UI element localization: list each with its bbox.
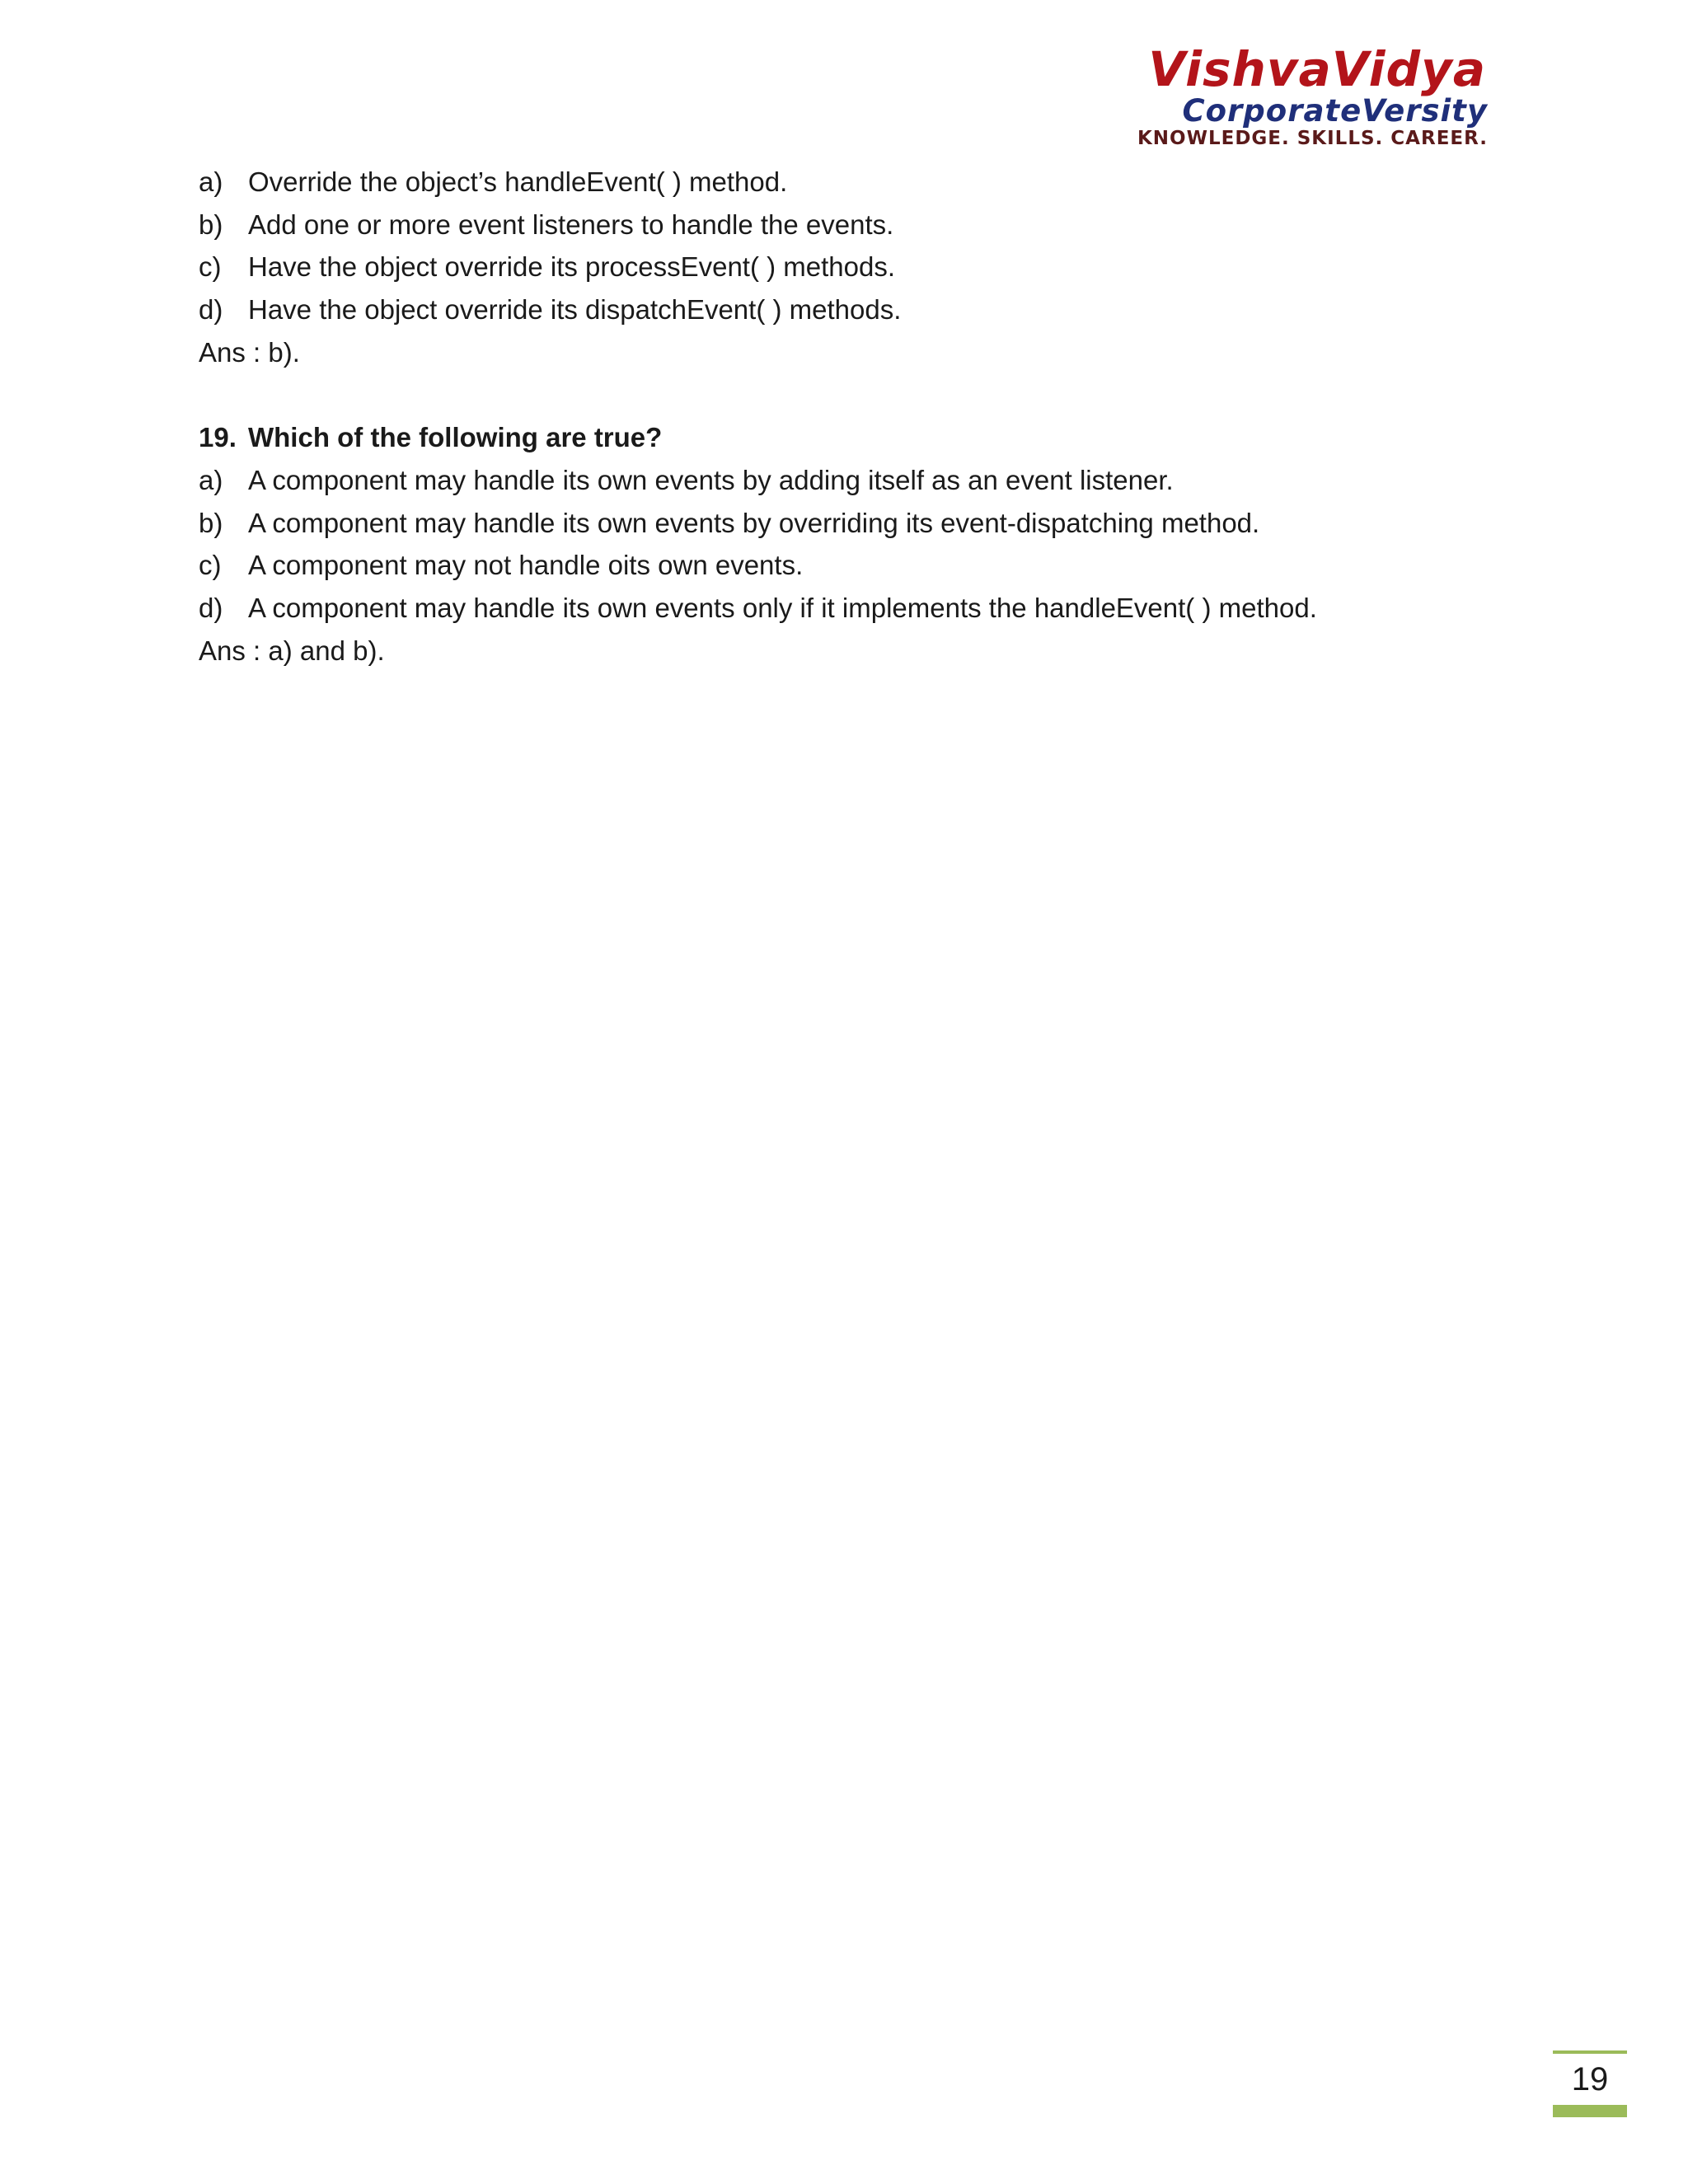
option-marker: d) xyxy=(199,294,223,326)
option-text: Add one or more event listeners to handle the events. xyxy=(248,209,894,240)
option-text: Override the object’s handleEvent( ) method. xyxy=(248,166,788,197)
option-c xyxy=(199,246,1484,288)
answer-line: Ans : a) and b). xyxy=(199,635,385,666)
question-number: 19. xyxy=(199,422,237,453)
option-text: A component may handle its own events only if it implements the handleEvent( ) method. xyxy=(248,592,1317,623)
option-marker: a) xyxy=(199,166,223,197)
option-marker: d) xyxy=(199,592,223,623)
option-marker: c) xyxy=(199,251,222,283)
option-text: Have the object override its processEvent( ) methods. xyxy=(248,251,896,283)
company-logo xyxy=(1100,43,1488,154)
footer-bar xyxy=(1553,2105,1627,2117)
spacer xyxy=(199,373,1484,416)
logo-tagline: KNOWLEDGE. SKILLS. CAREER. xyxy=(1137,128,1488,149)
option-d xyxy=(199,587,1484,630)
option-text: A component may not handle oits own events. xyxy=(248,550,804,581)
option-marker: b) xyxy=(199,209,223,240)
option-text: A component may handle its own events by overriding its event-dispatching method. xyxy=(248,507,1260,538)
question-text: Which of the following are true? xyxy=(248,422,663,453)
option-d xyxy=(199,288,1484,331)
option-marker: a) xyxy=(199,464,223,495)
option-text: A component may handle its own events by adding itself as an event listener. xyxy=(248,464,1174,495)
option-b xyxy=(199,204,1484,246)
logo-subtitle: CorporateVersity xyxy=(1182,93,1488,129)
option-c xyxy=(199,544,1484,587)
page-number-footer xyxy=(1553,2050,1627,2116)
footer-rule xyxy=(1553,2050,1627,2054)
answer-line: Ans : b). xyxy=(199,336,300,368)
option-text: Have the object override its dispatchEvent( ) methods. xyxy=(248,294,902,326)
page-content xyxy=(199,161,1484,672)
option-a xyxy=(199,161,1484,204)
page-number: 19 xyxy=(1571,2061,1609,2097)
question-heading xyxy=(199,416,1484,459)
option-marker: b) xyxy=(199,507,223,538)
logo-title: VishvaVidya xyxy=(1148,41,1486,97)
option-a xyxy=(199,459,1484,502)
option-b xyxy=(199,502,1484,545)
option-marker: c) xyxy=(199,550,222,581)
